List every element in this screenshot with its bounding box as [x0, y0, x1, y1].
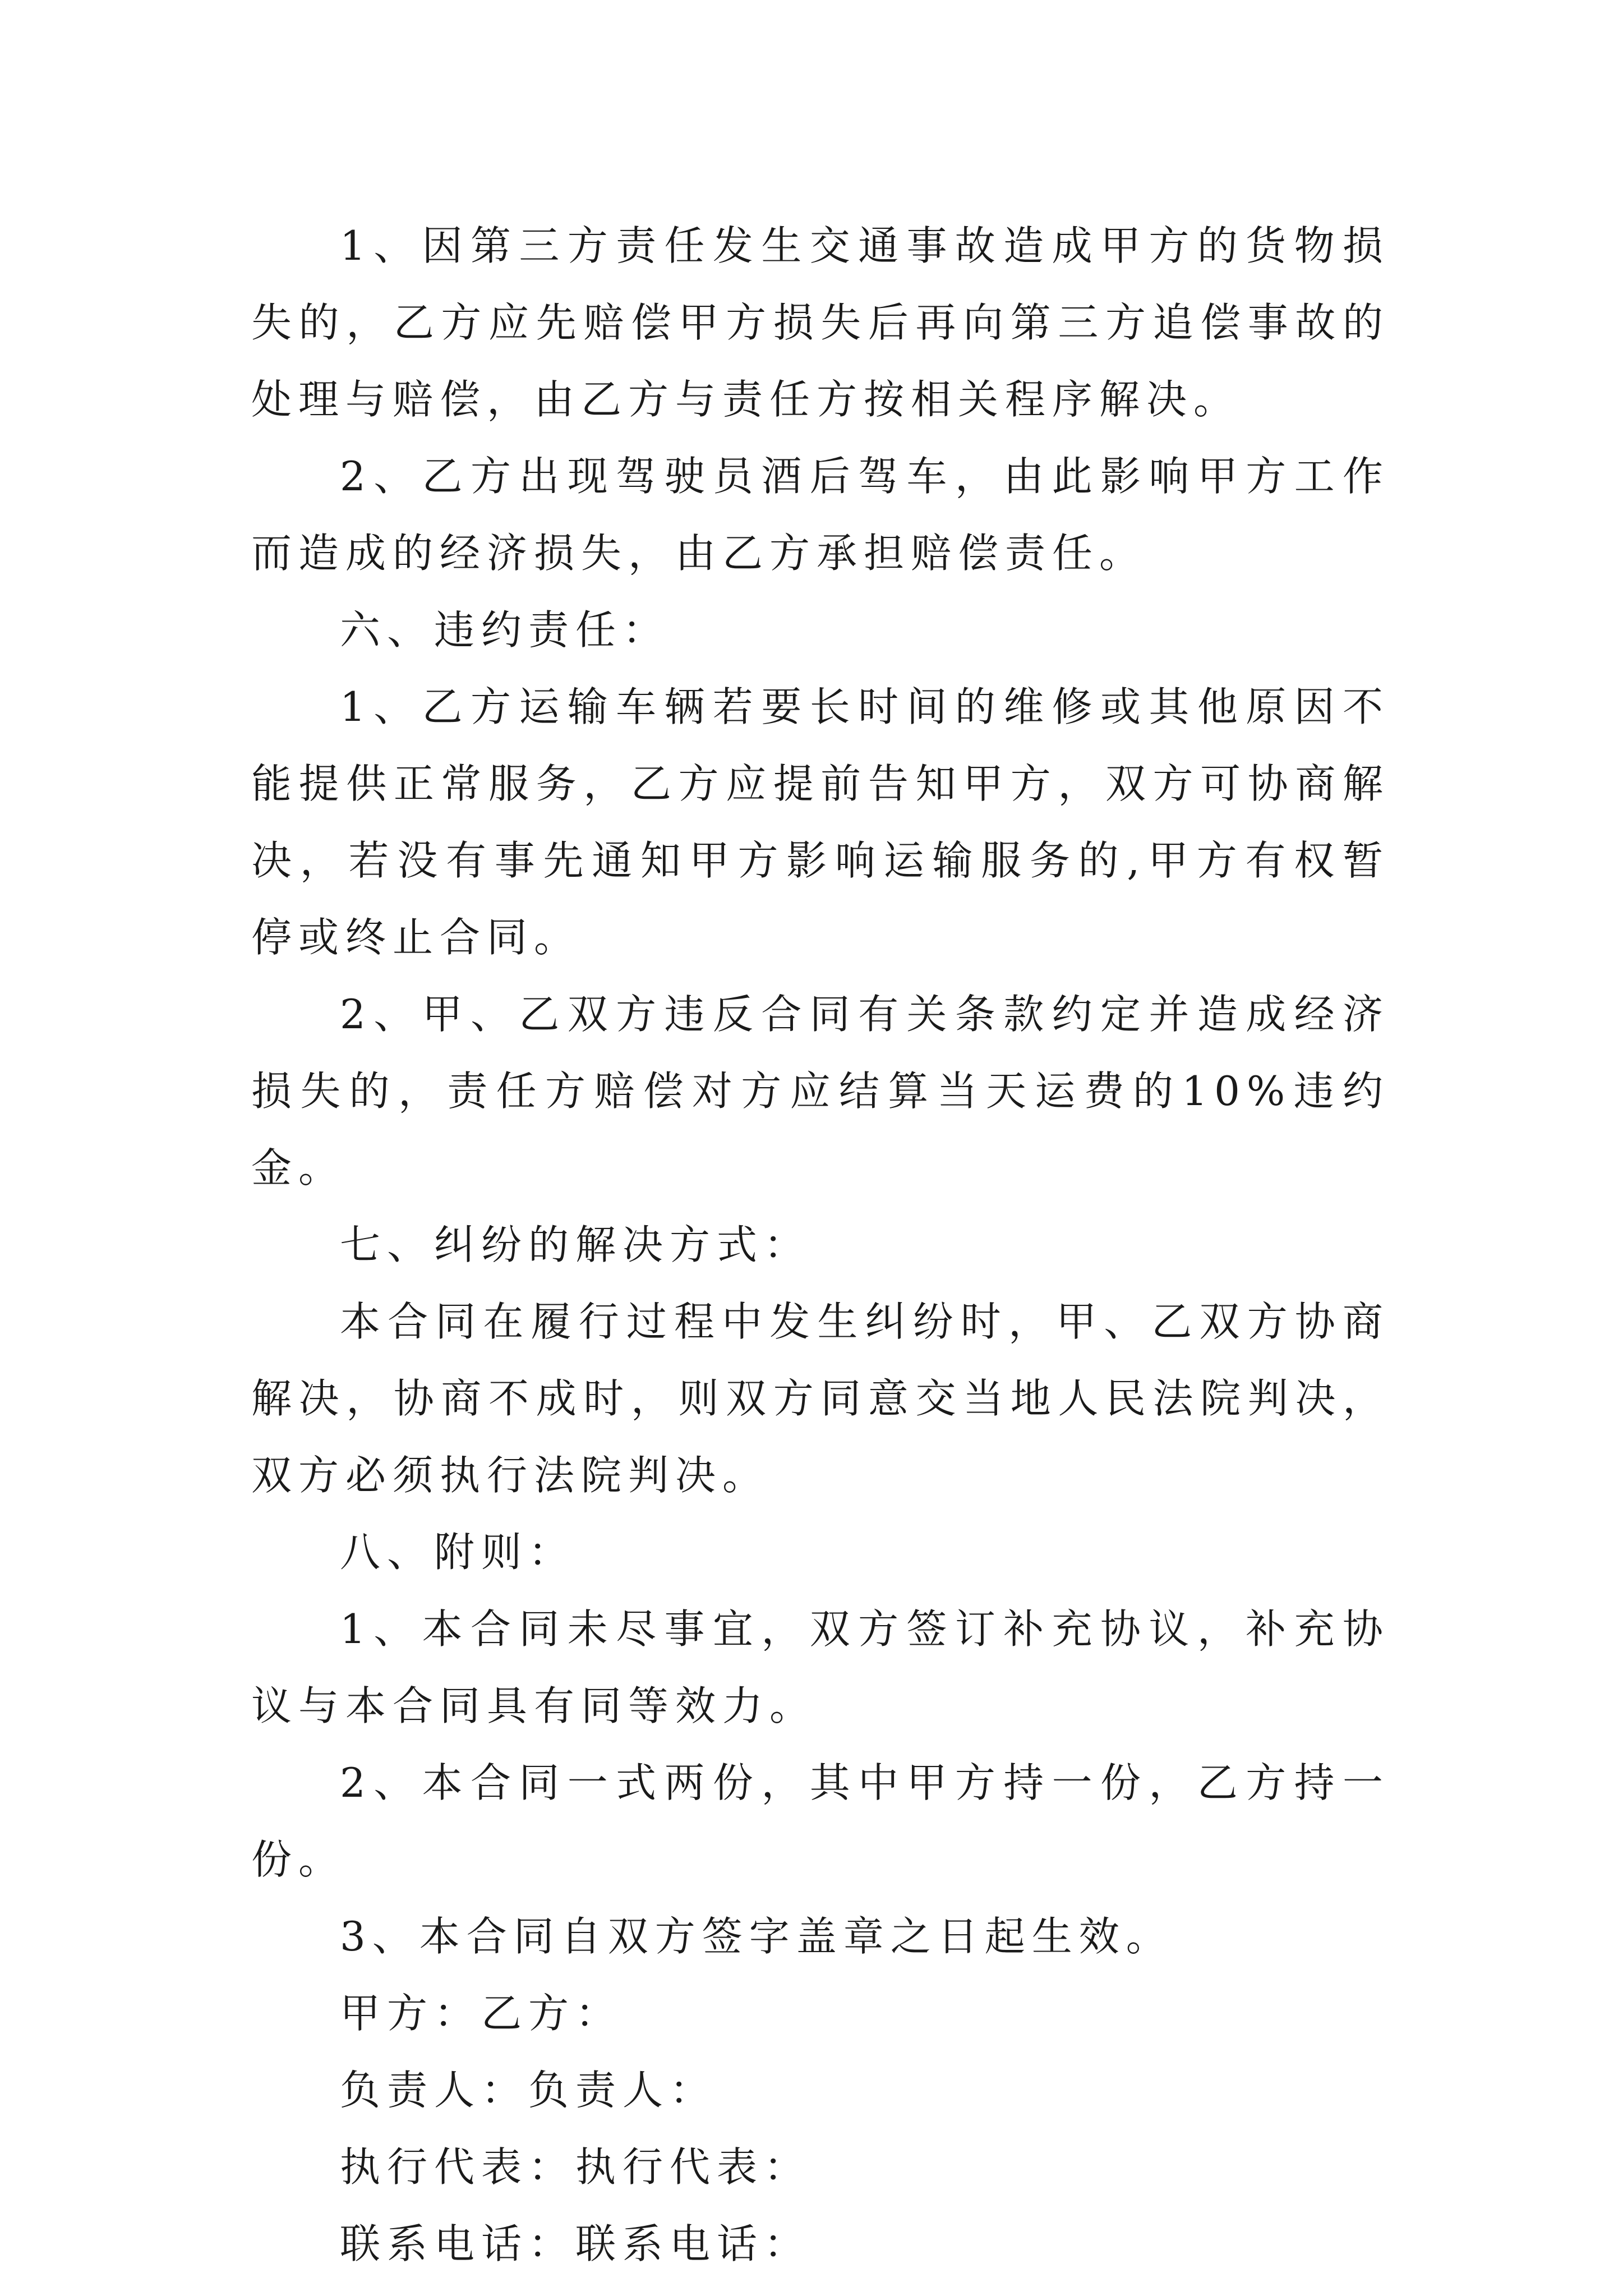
section-heading-breach: 六、违约责任：	[340, 606, 670, 654]
clause-8-item-1: 1、本合同未尽事宜，双方签订补充协议，补充协议与本合同具有同等效力。	[251, 1605, 1390, 1729]
clause-6-item-2: 2、甲、乙双方违反合同有关条款约定并造成经济损失的，责任方赔偿对方应结算当天运费的10%违约金。	[251, 991, 1390, 1191]
signature-responsible-person: 负责人：负责人：	[340, 2067, 717, 2114]
signature-contact-phone: 联系电话：联系电话：	[340, 2220, 811, 2267]
clause-5-item-2: 2、乙方出现驾驶员酒后驾车，由此影响甲方工作而造成的经济损失，由乙方承担赔偿责任。	[251, 453, 1390, 577]
clause-5-item-1: 1、因第三方责任发生交通事故造成甲方的货物损失的，乙方应先赔偿甲方损失后再向第三方追偿事故的处理与赔偿，由乙方与责任方按相关程序解决。	[251, 222, 1390, 423]
clause-7-text: 本合同在履行过程中发生纠纷时，甲、乙双方协商解决，协商不成时，则双方同意交当地人民法院判决，双方必须执行法院判决。	[251, 1298, 1390, 1499]
clause-8-item-2: 2、本合同一式两份，其中甲方持一份，乙方持一份。	[251, 1759, 1390, 1883]
signature-parties: 甲方：乙方：	[340, 1990, 623, 2037]
clause-8-item-3: 3、本合同自双方签字盖章之日起生效。	[340, 1913, 1173, 1960]
section-heading-dispute: 七、纠纷的解决方式：	[340, 1221, 811, 1268]
clause-6-item-1: 1、乙方运输车辆若要长时间的维修或其他原因不能提供正常服务，乙方应提前告知甲方，双方可协商解决，若没有事先通知甲方影响运输服务的,甲方有权暂停或终止合同。	[251, 683, 1390, 961]
signature-executive-representative: 执行代表：执行代表：	[340, 2143, 811, 2191]
document-body	[251, 208, 1390, 2283]
section-heading-supplementary: 八、附则：	[340, 1529, 576, 1576]
